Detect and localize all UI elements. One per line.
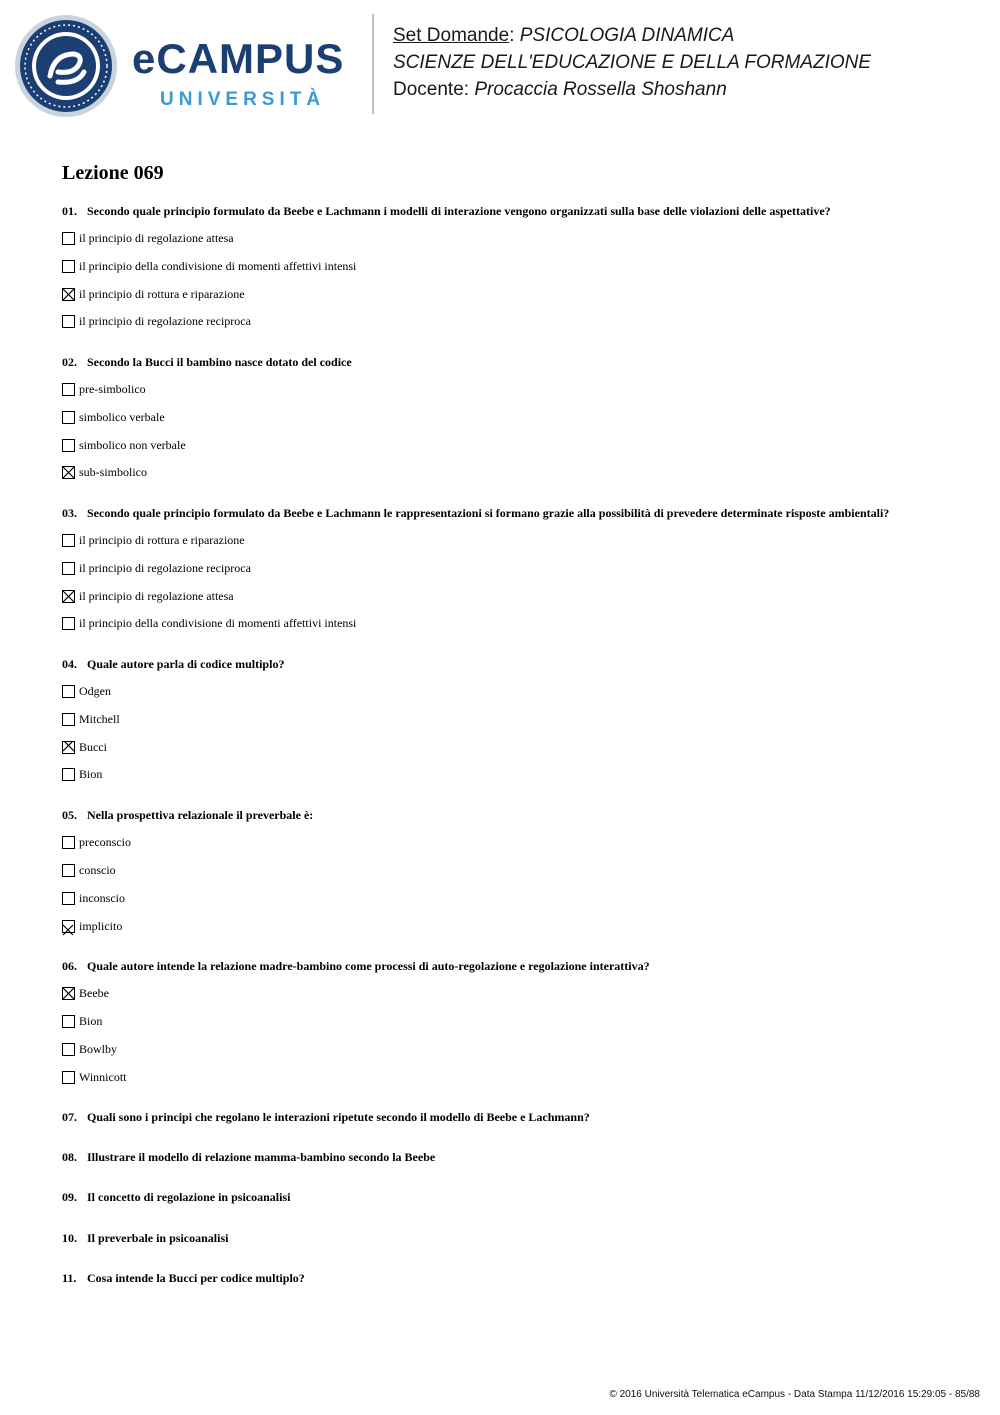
answer-option[interactable]: [62, 229, 234, 247]
question-10: [62, 1230, 992, 1246]
answer-option[interactable]: [62, 1040, 117, 1058]
question-number: 03.: [62, 506, 77, 520]
question-text: Quale autore intende la relazione madre-bambino come processi di auto-regolazione e regolazione interattiva?: [87, 959, 650, 973]
answer-option[interactable]: [62, 710, 120, 728]
teacher-line: Docente: Procaccia Rossella Shoshann: [393, 79, 727, 100]
answer-option[interactable]: [62, 559, 251, 577]
ecampus-emblem-icon: [14, 14, 118, 118]
answer-option[interactable]: [62, 1068, 127, 1086]
cross-mark-icon: [62, 466, 75, 479]
checkbox-checked[interactable]: [62, 288, 75, 301]
question-01: [62, 203, 992, 219]
cross-mark-icon: [62, 924, 75, 937]
set-label: Set Domande: [393, 25, 510, 46]
checkbox-unchecked[interactable]: [62, 713, 75, 726]
checkbox-unchecked[interactable]: [62, 260, 75, 273]
question-11: [62, 1270, 992, 1286]
question-04: [62, 656, 992, 672]
cross-mark-icon: [62, 741, 75, 754]
checkbox-checked[interactable]: [62, 590, 75, 603]
answer-option[interactable]: [62, 587, 234, 605]
course-line: Set Domande: PSICOLOGIA DINAMICA: [393, 25, 735, 46]
course-name: PSICOLOGIA DINAMICA: [519, 25, 735, 46]
option-label: implicito: [79, 919, 123, 933]
answer-option[interactable]: [62, 531, 245, 549]
teacher-name: Procaccia Rossella Shoshann: [474, 79, 727, 100]
header-info: [393, 22, 993, 103]
option-label: il principio di regolazione reciproca: [79, 561, 251, 575]
question-text: Secondo quale principio formulato da Beebe e Lachmann le rappresentazioni si formano grazie alla possibilità di prevedere determinate risposte ambientali?: [87, 506, 890, 520]
checkbox-unchecked[interactable]: [62, 768, 75, 781]
answer-option[interactable]: [62, 833, 131, 851]
question-number: 06.: [62, 959, 77, 973]
answer-option[interactable]: [62, 765, 102, 783]
option-label: Beebe: [79, 986, 109, 1000]
option-label: il principio di rottura e riparazione: [79, 533, 245, 547]
option-label: il principio di regolazione attesa: [79, 589, 234, 603]
question-07: [62, 1109, 992, 1125]
question-number: 04.: [62, 657, 77, 671]
logo-emblem: [14, 14, 118, 118]
checkbox-unchecked[interactable]: [62, 617, 75, 630]
checkbox-unchecked[interactable]: [62, 534, 75, 547]
option-label: Bowlby: [79, 1042, 118, 1056]
answer-option[interactable]: [62, 463, 147, 481]
option-label: Bion: [79, 1014, 103, 1028]
option-label: Odgen: [79, 684, 111, 698]
option-label: il principio della condivisione di momenti affettivi intensi: [79, 616, 357, 630]
question-09: [62, 1189, 992, 1205]
checkbox-unchecked[interactable]: [62, 315, 75, 328]
option-label: il principio della condivisione di momenti affettivi intensi: [79, 259, 357, 273]
option-label: Bucci: [79, 740, 107, 754]
checkbox-unchecked[interactable]: [62, 685, 75, 698]
checkbox-unchecked[interactable]: [62, 1043, 75, 1056]
question-number: 05.: [62, 808, 77, 822]
answer-option[interactable]: [62, 917, 122, 935]
option-label: Bion: [79, 767, 103, 781]
option-label: il principio di regolazione reciproca: [79, 314, 251, 328]
cross-mark-icon: [62, 987, 75, 1000]
answer-option[interactable]: [62, 889, 125, 907]
checkbox-unchecked[interactable]: [62, 562, 75, 575]
checkbox-unchecked[interactable]: [62, 411, 75, 424]
option-label: il principio di regolazione attesa: [79, 231, 234, 245]
question-text: Il concetto di regolazione in psicoanalisi: [87, 1190, 291, 1204]
question-number: 09.: [62, 1190, 77, 1204]
option-label: conscio: [79, 863, 116, 877]
answer-option[interactable]: [62, 380, 146, 398]
option-label: Mitchell: [79, 712, 120, 726]
option-label: simbolico verbale: [79, 410, 165, 424]
question-text: Nella prospettiva relazionale il preverbale è:: [87, 808, 314, 822]
question-text: Il preverbale in psicoanalisi: [87, 1231, 229, 1245]
brand-name: eCAMPUS: [132, 35, 345, 82]
option-label: preconscio: [79, 835, 131, 849]
question-text: Secondo la Bucci il bambino nasce dotato del codice: [87, 355, 352, 369]
question-text: Cosa intende la Bucci per codice multiplo?: [87, 1271, 305, 1285]
checkbox-checked[interactable]: [62, 987, 75, 1000]
answer-option[interactable]: [62, 408, 165, 426]
page-footer: © 2016 Università Telematica eCampus - Data Stampa 11/12/2016 15:29:05 - 85/88: [609, 1389, 980, 1400]
cross-mark-icon: [62, 590, 75, 603]
question-text: Secondo quale principio formulato da Beebe e Lachmann i modelli di interazione vengono organizzati sulla base delle violazioni delle aspettative?: [87, 204, 831, 218]
answer-option[interactable]: [62, 285, 245, 303]
lesson-title: Lezione 069: [62, 162, 164, 184]
checkbox-unchecked[interactable]: [62, 892, 75, 905]
checkbox-checked[interactable]: [62, 920, 75, 933]
answer-option[interactable]: [62, 614, 356, 632]
answer-option[interactable]: [62, 861, 116, 879]
question-text: Illustrare il modello di relazione mamma-bambino secondo la Beebe: [87, 1150, 436, 1164]
checkbox-checked[interactable]: [62, 466, 75, 479]
brand-subtitle: UNIVERSITÀ: [160, 89, 326, 110]
answer-option[interactable]: [62, 984, 109, 1002]
option-label: inconscio: [79, 891, 125, 905]
question-03: [62, 505, 992, 521]
degree-name: SCIENZE DELL'EDUCAZIONE E DELLA FORMAZIONE: [393, 52, 872, 73]
checkbox-checked[interactable]: [62, 741, 75, 754]
checkbox-unchecked[interactable]: [62, 232, 75, 245]
option-label: sub-simbolico: [79, 465, 147, 479]
checkbox-unchecked[interactable]: [62, 864, 75, 877]
question-02: [62, 354, 992, 370]
option-label: pre-simbolico: [79, 382, 146, 396]
cross-mark-icon: [62, 288, 75, 301]
answer-option[interactable]: [62, 436, 186, 454]
option-label: Winnicott: [79, 1070, 127, 1084]
option-label: simbolico non verbale: [79, 438, 186, 452]
answer-option[interactable]: [62, 257, 356, 275]
question-06: [62, 958, 992, 974]
option-label: il principio di rottura e riparazione: [79, 287, 245, 301]
answer-option[interactable]: [62, 1012, 102, 1030]
checkbox-unchecked[interactable]: [62, 836, 75, 849]
answer-option[interactable]: [62, 312, 251, 330]
question-number: 07.: [62, 1110, 77, 1124]
header-divider: [372, 14, 374, 114]
question-number: 08.: [62, 1150, 77, 1164]
question-number: 10.: [62, 1231, 77, 1245]
question-05: [62, 807, 992, 823]
question-08: [62, 1149, 992, 1165]
checkbox-unchecked[interactable]: [62, 1071, 75, 1084]
checkbox-unchecked[interactable]: [62, 383, 75, 396]
question-number: 01.: [62, 204, 77, 218]
checkbox-unchecked[interactable]: [62, 439, 75, 452]
question-text: Quale autore parla di codice multiplo?: [87, 657, 285, 671]
checkbox-unchecked[interactable]: [62, 1015, 75, 1028]
answer-option[interactable]: [62, 738, 107, 756]
answer-option[interactable]: [62, 682, 111, 700]
question-number: 02.: [62, 355, 77, 369]
question-number: 11.: [62, 1271, 77, 1285]
teacher-label: Docente: [393, 79, 464, 100]
question-text: Quali sono i principi che regolano le interazioni ripetute secondo il modello di Beebe e Lachmann?: [87, 1110, 590, 1124]
